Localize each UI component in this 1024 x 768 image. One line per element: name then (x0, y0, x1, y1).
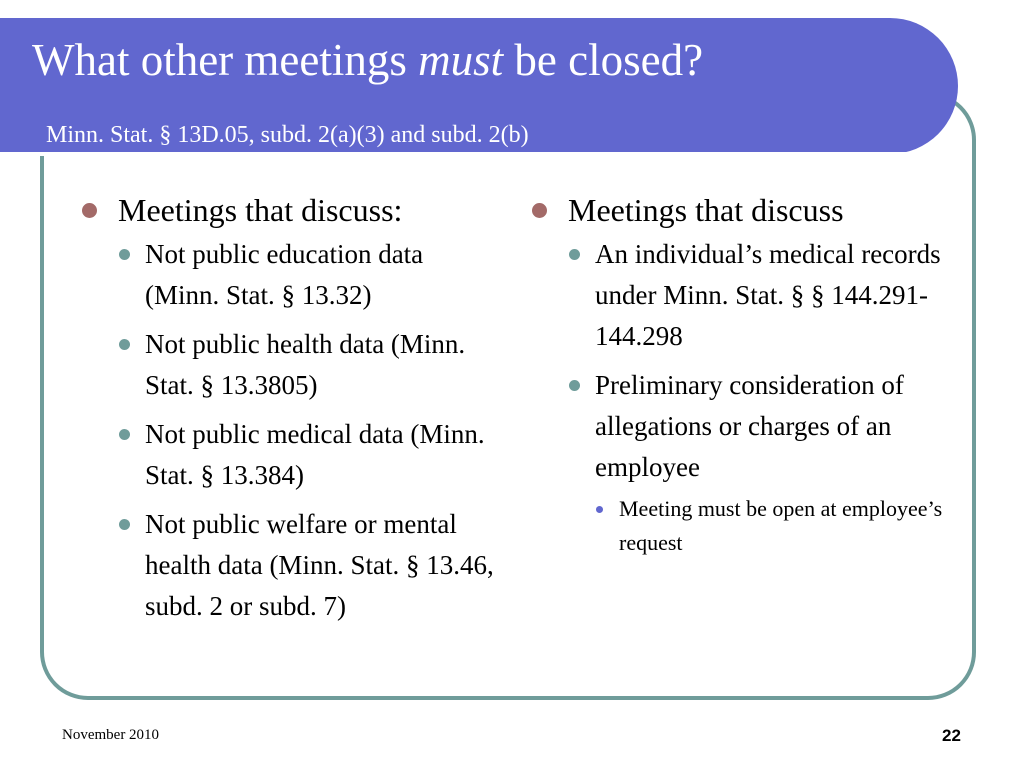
title-underline (0, 152, 908, 156)
title-emphasis: must (418, 35, 504, 85)
right-column (530, 190, 960, 570)
bullet-dot-icon (119, 339, 130, 350)
title-text-end: be closed? (503, 35, 704, 85)
right-item-medical-records: An individual’s medical records under Minn. Stat. § § 144.291-144.298 (568, 234, 960, 357)
title-text-start: What other meetings (32, 35, 419, 85)
right-item-employee-charges: Preliminary consideration of allegations or charges of an employee Meeting must be open at employee’s request (568, 365, 960, 560)
left-item-health: Not public health data (Minn. Stat. § 13.3805) (118, 324, 500, 406)
bullet-dot-icon (119, 429, 130, 440)
slide-subtitle: Minn. Stat. § 13D.05, subd. 2(a)(3) and subd. 2(b) (46, 122, 529, 148)
left-heading: Meetings that discuss: (118, 192, 403, 228)
left-main-bullet (80, 190, 500, 627)
right-heading: Meetings that discuss (568, 192, 844, 228)
bullet-dot-icon (82, 203, 97, 218)
left-item-welfare: Not public welfare or mental health data (Minn. Stat. § 13.46, subd. 2 or subd. 7) (118, 504, 500, 627)
bullet-dot-icon (569, 380, 580, 391)
bullet-dot-icon (119, 519, 130, 530)
title-bar (0, 18, 958, 154)
page-number: 22 (942, 726, 961, 745)
left-column (80, 190, 500, 637)
right-main-bullet (530, 190, 960, 560)
left-item-medical: Not public medical data (Minn. Stat. § 13.384) (118, 414, 500, 496)
right-subitem-open-request: Meeting must be open at employee’s request (595, 492, 960, 560)
slide-title (32, 36, 703, 86)
bullet-dot-icon (596, 506, 603, 513)
bullet-dot-icon (569, 249, 580, 260)
footer-date: November 2010 (62, 727, 160, 743)
bullet-dot-icon (532, 203, 547, 218)
left-item-education: Not public education data (Minn. Stat. § 13.32) (118, 234, 500, 316)
bullet-dot-icon (119, 249, 130, 260)
